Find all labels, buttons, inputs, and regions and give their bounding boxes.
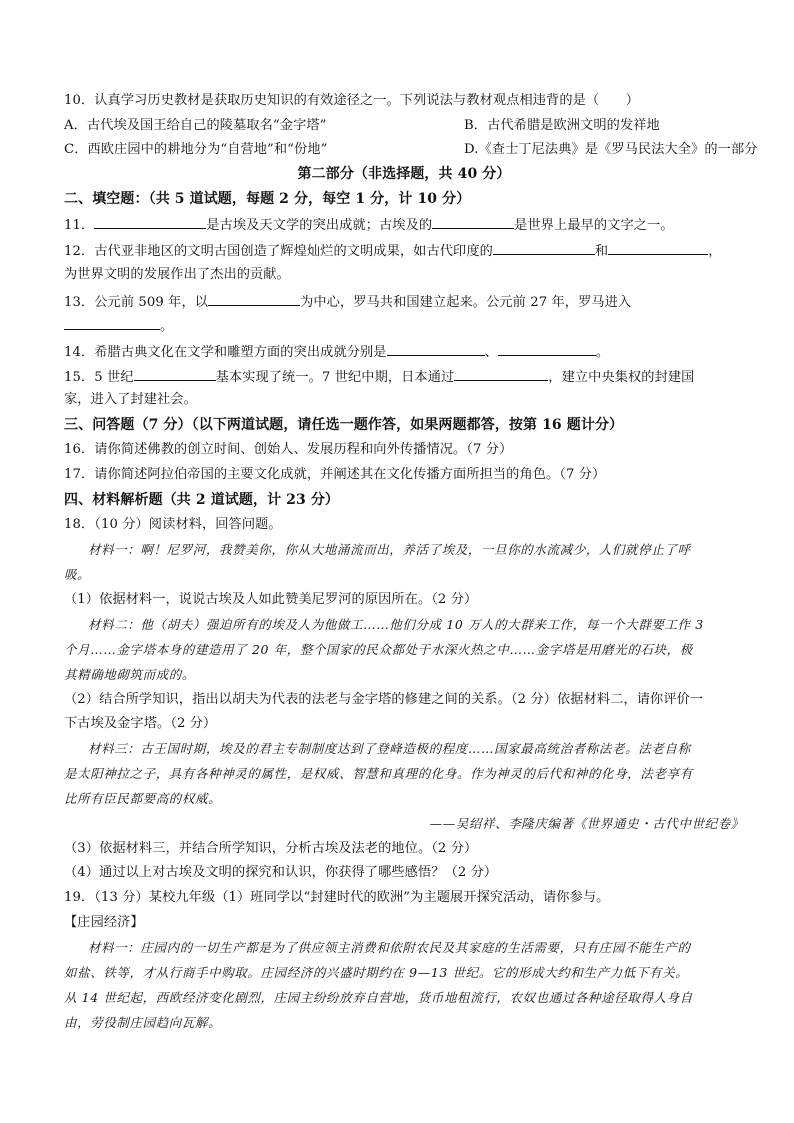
- q11-blank-1[interactable]: [94, 215, 206, 229]
- q10-options-row1: [64, 117, 744, 135]
- q19-subtitle: 【庄园经济】: [64, 915, 144, 930]
- q18-material1-line1: 材料一：啊！尼罗河，我赞美你，你从大地涌流而出，养活了埃及，一旦你的水流减少，人们就停止了呼: [88, 542, 691, 557]
- sec3-title: 三、问答题（7 分）（以下两道试题，请任选一题作答，如果两题都答，按第 16 题计分）: [64, 417, 624, 433]
- q14: 14．希腊古典文化在文学和雕塑方面的突出成就分别是 、 。: [64, 342, 744, 362]
- q14-blank-2[interactable]: [498, 342, 596, 356]
- q18-subq4: （4）通过以上对古埃及文明的探究和认识，你获得了哪些感悟？（2 分）: [64, 865, 498, 880]
- q18-material3-line3: 比所有臣民都要高的权威。: [64, 791, 222, 806]
- q16: 16．请你简述佛教的创立时间、创始人、发展历程和向外传播情况。（7 分）: [64, 442, 513, 457]
- q18-subq1: （1）依据材料一，说说古埃及人如此赞美尼罗河的原因所在。（2 分）: [64, 592, 478, 607]
- q19-stem: 19．（13 分）某校九年级（1）班同学以“封建时代的欧洲”为主题展开探究活动，请你参与。: [64, 890, 610, 905]
- q15-line2: 家，进入了封建社会。: [64, 392, 197, 407]
- q17: 17．请你简述阿拉伯帝国的主要文化成就，并阐述其在文化传播方面所担当的角色。（7 分）: [64, 467, 606, 482]
- q11: 11． 是古埃及天文学的突出成就；古埃及的 是世界上最早的文字之一。: [64, 215, 744, 235]
- q12-line1: 12．古代亚非地区的文明古国创造了辉煌灿烂的文明成果，如古代印度的 和 ，: [64, 241, 744, 261]
- q10-option-c[interactable]: C．西欧庄园中的耕地分为“自营地”和“份地”: [64, 142, 328, 157]
- q13-blank-1[interactable]: [208, 292, 300, 306]
- q18-subq2-line2: 下古埃及金字塔。（2 分）: [64, 716, 217, 731]
- q18-material2-line2: 个月……金字塔本身的建造用了 20 年，整个国家的民众都处于水深火热之中……金字塔是用磨光的石块，极: [64, 642, 693, 657]
- q18-subq2-line1: （2）结合所学知识，指出以胡夫为代表的法老与金字塔的修建之间的关系。（2 分）依据材料二，请你评价一: [64, 692, 704, 707]
- q13-line1: 13．公元前 509 年，以 为中心，罗马共和国建立起来。公元前 27 年，罗马进入: [64, 292, 744, 312]
- q15-blank-1[interactable]: [134, 367, 216, 381]
- q18-material3-source: ——吴绍祥、李隆庆编著《世界通史・古代中世纪卷》: [429, 816, 744, 831]
- q11-blank-2[interactable]: [432, 215, 514, 229]
- q10-option-d[interactable]: D.《查士丁尼法典》是《罗马民法大全》的一部分: [464, 142, 758, 157]
- q13-line2: 。: [64, 316, 744, 336]
- q18-material3-line1: 材料三：古王国时期，埃及的君主专制制度达到了登峰造极的程度……国家最高统治者称法老。法老自称: [88, 741, 691, 756]
- q12-line2: 为世界文明的发展作出了杰出的贡献。: [64, 267, 290, 282]
- q19-material1-line2: 如盐、铁等，才从行商手中购取。庄园经济的兴盛时期约在 9—13 世纪。它的形成大约和生产力低下有关。: [64, 965, 689, 980]
- q10-stem: 10．认真学习历史教材是获取历史知识的有效途径之一。下列说法与教材观点相违背的是（ ）: [64, 93, 640, 108]
- q18-material2-line1: 材料二：他（胡夫）强迫所有的埃及人为他做工……他们分成 10 万人的大群来工作，每一个大群要工作 3: [88, 617, 704, 632]
- q12-blank-2[interactable]: [608, 241, 708, 255]
- q18-stem: 18．（10 分）阅读材料，回答问题。: [64, 517, 282, 532]
- q10-options-row2: [64, 141, 758, 159]
- q18-subq3: （3）依据材料三，并结合所学知识，分析古埃及法老的地位。（2 分）: [64, 841, 478, 856]
- q18-material2-line3: 其精确地砌筑而成的。: [64, 667, 196, 682]
- q19-material1-line4: 由，劳役制庄园趋向瓦解。: [64, 1015, 222, 1030]
- q19-material1-line1: 材料一：庄园内的一切生产都是为了供应领主消费和依附农民及其家庭的生活需要，只有庄园不能生产的: [88, 940, 691, 955]
- sec4-title: 四、材料解析题（共 2 道试题，计 23 分）: [64, 492, 340, 508]
- q15-line1: 15．5 世纪 基本实现了统一。7 世纪中期，日本通过 ，建立中央集权的封建国: [64, 367, 744, 387]
- q13-blank-2[interactable]: [64, 316, 160, 330]
- q18-material1-line2: 吸。: [64, 567, 91, 582]
- q10-option-a[interactable]: A．古代埃及国王给自己的陵墓取名“金字塔”: [64, 118, 327, 133]
- q19-material1-line3: 从 14 世纪起，西欧经济变化剧烈，庄园主纷纷放弃自营地，货币地租流行，农奴也通过各种途径取得人身自: [64, 990, 693, 1005]
- q12-blank-1[interactable]: [493, 241, 595, 255]
- sec2-title: 二、填空题：（共 5 道试题，每题 2 分，每空 1 分，计 10 分）: [64, 191, 471, 207]
- q10-option-b[interactable]: B．古代希腊是欧洲文明的发祥地: [464, 118, 660, 133]
- q15-blank-2[interactable]: [454, 367, 548, 381]
- part2-title: 第二部分（非选择题，共 40 分）: [297, 166, 511, 182]
- q14-blank-1[interactable]: [387, 342, 485, 356]
- q18-material3-line2: 是太阳神拉之子，具有各种神灵的属性，是权威、智慧和真理的化身。作为神灵的后代和神的化身，法老享有: [64, 766, 693, 781]
